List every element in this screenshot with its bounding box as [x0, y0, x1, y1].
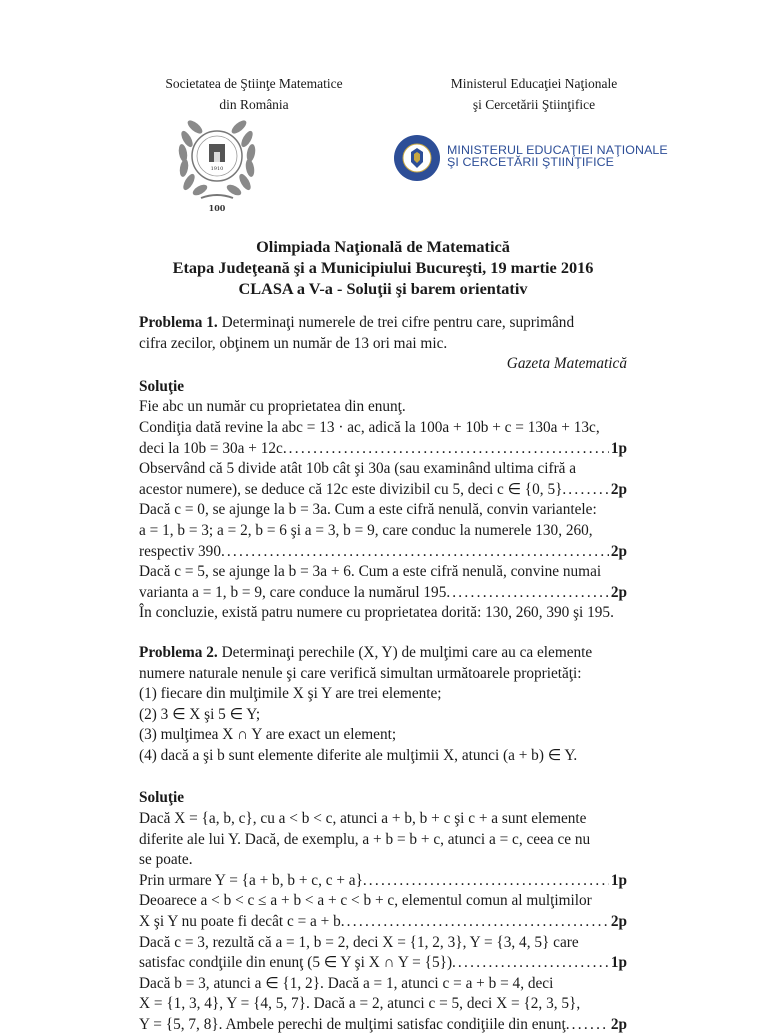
laurel-wreath-seal-icon — [175, 112, 259, 216]
solution-line: Observând că 5 divide atât 10b cât şi 30a (sau examinând ultima cifră a — [139, 460, 577, 478]
solution-line: Y = {5, 7, 8}. Ambele perechi de mulţimi satisfac condiţiile din enunţ. ..... 2p — [139, 1015, 627, 1036]
problem-2-solution-heading: Soluţie — [139, 789, 185, 807]
solution-line: se poate. — [139, 851, 193, 869]
ministry-header — [439, 73, 629, 115]
romanian-government-seal-icon — [393, 134, 441, 182]
points-badge: 2p — [610, 542, 627, 560]
condition-item: (1) fiecare din mulţimile X şi Y are trei elemente; — [139, 685, 442, 703]
problem-1-statement-cont: cifra zecilor, obţinem un număr de 13 ori mai mic. — [139, 334, 448, 352]
spacer — [139, 624, 627, 643]
problem-2-statement-cont: numere naturale nenule şi care verifică simultan următoarele proprietăţi: — [139, 664, 582, 682]
leader-dots — [452, 583, 609, 604]
title-line-class: CLASA a V-a - Soluţii şi barem orientativ — [238, 279, 528, 298]
leader-dots — [568, 480, 609, 501]
svg-text:100: 100 — [208, 203, 226, 213]
problem-2-label: Problema 2. — [139, 643, 218, 661]
problem-1-statement: Problema 1. Determinaţi numerele de trei cifre pentru care, suprimând — [139, 314, 575, 331]
points-badge: 1p — [610, 439, 627, 457]
ssm-name-line1: Societatea de Ştiinţe Matematice — [165, 76, 343, 91]
solution-line: diferite ale lui Y. Dacă, de exemplu, a + b = b + c, atunci a = c, ceea ce nu — [139, 830, 591, 848]
points-badge: 2p — [610, 913, 627, 931]
title-line-olympiad: Olimpiada Naţională de Matematică — [256, 237, 510, 256]
solution-line: acestor numere), se deduce că 12c este divizibil cu 5, deci c ∈ {0, 5}. ..... 2p — [139, 480, 627, 501]
solution-line: X = {1, 3, 4}, Y = {4, 5, 7}. Dacă a = 2, atunci c = 5, deci X = {2, 3, 5}, — [139, 995, 581, 1013]
ssm-name-line2: din România — [219, 97, 289, 112]
leader-dots — [227, 542, 609, 563]
condition-item: (3) mulţimea X ∩ Y are exact un element; — [139, 726, 397, 744]
points-badge: 2p — [610, 480, 627, 498]
ssm-header — [139, 73, 369, 115]
document-title — [139, 236, 627, 299]
solution-line: respectiv 390. ..... 2p — [139, 542, 627, 563]
title-line-stage: Etapa Judeţeană şi a Municipiului Bucureşti, 19 martie 2016 — [172, 258, 594, 277]
solution-line: X şi Y nu poate fi decât c = a + b. ..... 2p — [139, 912, 627, 933]
solution-line: Dacă b = 3, atunci a ∈ {1, 2}. Dacă a = 1, atunci c = a + b = 4, deci — [139, 974, 554, 992]
spacer — [139, 766, 627, 786]
solution-line: satisfac condţiile din enunţ (5 ∈ Y şi X ∩ Y = {5}). ..... 1p — [139, 953, 627, 974]
solution-line: Dacă c = 0, se ajunge la b = 3a. Cum a este cifră nenulă, convin variantele: — [139, 501, 597, 519]
condition-item: (2) 3 ∈ X şi 5 ∈ Y; — [139, 705, 261, 723]
solution-line: În concluzie, există patru numere cu proprietatea dorită: 130, 260, 390 şi 195. — [139, 604, 614, 622]
ministry-logo — [393, 134, 668, 182]
solution-line: Prin urmare Y = {a + b, b + c, c + a}. ..... 1p — [139, 871, 627, 892]
solution-line: Fie abc un număr cu proprietatea din enunţ. — [139, 398, 406, 416]
solution-line: Deoarece a < b < c ≤ a + b < a + c < b + c, elementul comun al mulţimilor — [139, 892, 592, 910]
leader-dots — [347, 912, 609, 933]
leader-dots — [458, 953, 609, 974]
problem-1-label: Problema 1. — [139, 314, 218, 331]
points-badge: 1p — [610, 871, 627, 889]
problem-1-solution-heading: Soluţie — [139, 377, 185, 395]
problem-1-source: Gazeta Matematică — [506, 355, 627, 373]
problem-2-statement: Problema 2. Determinaţi perechile (X, Y) de mulţimi care au ca elemente — [139, 643, 593, 661]
ministry-name-line1: Ministerul Educaţiei Naţionale — [450, 76, 618, 91]
solution-line: Dacă c = 3, rezultă că a = 1, b = 2, deci X = {1, 2, 3}, Y = {3, 4, 5} care — [139, 933, 579, 951]
points-badge: 1p — [610, 954, 627, 972]
ministry-name-line2: şi Cercetării Ştiinţifice — [472, 97, 596, 112]
leader-dots — [369, 871, 609, 892]
svg-text:1910: 1910 — [210, 166, 224, 172]
solution-line: varianta a = 1, b = 9, care conduce la numărul 195. ..... 2p — [139, 583, 627, 604]
solution-line: Condiţia dată revine la abc = 13 · ac, adică la 100a + 10b + c = 130a + 13c, — [139, 418, 600, 436]
points-badge: 2p — [610, 583, 627, 601]
solution-line: Dacă c = 5, se ajunge la b = 3a + 6. Cum a este cifră nenulă, convine numai — [139, 563, 602, 581]
problem-2 — [139, 643, 627, 1036]
ministry-logo-text: MINISTERUL EDUCAŢIEI NAŢIONALE ŞI CERCETĂRII ŞTIINŢIFICE — [447, 143, 668, 169]
leader-dots — [572, 1015, 609, 1036]
problem-1 — [139, 313, 627, 624]
condition-item: (4) dacă a şi b sunt elemente diferite ale mulţimii X, atunci (a + b) ∈ Y. — [139, 746, 578, 764]
points-badge: 2p — [610, 1016, 627, 1033]
document-body — [139, 313, 627, 1036]
solution-line: Dacă X = {a, b, c}, cu a < b < c, atunci a + b, b + c şi c + a sunt elemente — [139, 810, 587, 828]
solution-line: a = 1, b = 3; a = 2, b = 6 şi a = 3, b = 9, care conduc la numerele 130, 260, — [139, 521, 593, 539]
leader-dots — [289, 439, 609, 460]
solution-line: deci la 10b = 30a + 12c. ..... 1p — [139, 439, 627, 460]
